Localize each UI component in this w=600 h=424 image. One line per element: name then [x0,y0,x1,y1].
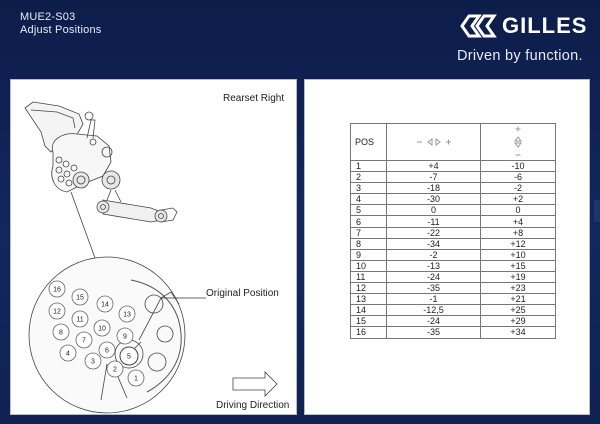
vertical-cell: +29 [481,316,556,327]
svg-text:10: 10 [98,325,106,333]
table-row [351,305,556,316]
horizontal-cell: +4 [387,161,481,172]
position-marker [99,342,115,358]
svg-text:13: 13 [123,311,131,319]
svg-text:12: 12 [53,308,61,316]
horizontal-arrows-icon [416,136,452,148]
rearset-technical-drawing [11,80,296,414]
horizontal-cell: -35 [387,283,481,294]
horizontal-cell: -24 [387,316,481,327]
pos-cell: 7 [351,227,387,238]
position-marker [53,324,69,340]
horizontal-cell: -18 [387,183,481,194]
position-marker [120,347,138,365]
pos-cell: 5 [351,205,387,216]
pos-cell: 14 [351,305,387,316]
vertical-cell: +15 [481,260,556,271]
position-marker [94,320,110,336]
position-marker [107,361,123,377]
original-position-label: Original Position [206,288,279,299]
table-row [351,172,556,183]
table-row [351,249,556,260]
vertical-cell: +12 [481,238,556,249]
vertical-cell: -2 [481,183,556,194]
pos-cell: 12 [351,283,387,294]
svg-text:11: 11 [76,316,84,324]
pos-cell: 13 [351,294,387,305]
brand-name: GILLES [502,13,588,38]
pos-cell: 11 [351,271,387,282]
position-marker [119,306,135,322]
svg-text:6: 6 [105,347,109,355]
drawing-title: Rearset Right [223,93,285,104]
pos-cell: 2 [351,172,387,183]
svg-text:7: 7 [82,337,86,345]
svg-text:8: 8 [59,329,63,337]
horizontal-cell: -30 [387,194,481,205]
horizontal-cell: -34 [387,238,481,249]
svg-text:1: 1 [134,375,138,383]
adjust-positions-table [350,123,556,339]
svg-text:3: 3 [91,358,95,366]
pos-cell: 9 [351,249,387,260]
table-row [351,161,556,172]
pos-cell: 16 [351,327,387,338]
vertical-cell: +19 [481,271,556,282]
table-row [351,327,556,338]
pos-cell: 3 [351,183,387,194]
position-marker [97,296,113,312]
brand-logo [459,13,587,39]
svg-text:2: 2 [113,366,117,374]
document-subtitle: Adjust Positions [20,24,102,36]
horizontal-cell: -22 [387,227,481,238]
positions-table-panel [304,79,590,415]
vertical-cell: +4 [481,216,556,227]
horizontal-cell: -7 [387,172,481,183]
horizontal-column-header [387,124,481,161]
table-row [351,316,556,327]
pos-cell: 10 [351,260,387,271]
pos-cell: 8 [351,238,387,249]
svg-text:9: 9 [123,333,127,341]
table-row [351,283,556,294]
vertical-cell: 0 [481,205,556,216]
horizontal-cell: 0 [387,205,481,216]
vertical-cell: +21 [481,294,556,305]
horizontal-cell: -35 [387,327,481,338]
position-marker [76,332,92,348]
table-row [351,294,556,305]
position-marker [117,328,133,344]
position-marker [49,281,65,297]
vertical-arrows-icon [512,126,524,158]
horizontal-cell: -13 [387,260,481,271]
position-marker [60,345,76,361]
table-row [351,238,556,249]
driving-direction-label: Driving Direction [216,400,290,411]
svg-text:5: 5 [127,353,131,361]
horizontal-cell: -24 [387,271,481,282]
table-header-row [351,124,556,161]
position-marker [49,303,65,319]
pos-cell: 1 [351,161,387,172]
table-row [351,227,556,238]
table-row [351,205,556,216]
horizontal-cell: -2 [387,249,481,260]
pos-cell: 6 [351,216,387,227]
vertical-column-header [481,124,556,161]
gilles-emblem-icon [459,13,497,39]
svg-text:4: 4 [66,350,70,358]
svg-text:14: 14 [101,301,109,309]
vertical-cell: +8 [481,227,556,238]
pos-cell: 15 [351,316,387,327]
table-row [351,216,556,227]
table-row [351,183,556,194]
svg-text:16: 16 [53,286,61,294]
vertical-cell: +2 [481,194,556,205]
vertical-cell: -6 [481,172,556,183]
vertical-cell: +10 [481,249,556,260]
position-marker [85,353,101,369]
table-row [351,194,556,205]
horizontal-cell: -1 [387,294,481,305]
position-marker [72,289,88,305]
table-row [351,260,556,271]
rearset-drawing-panel [10,79,297,415]
vertical-cell: +25 [481,305,556,316]
pos-column-header: POS [351,124,387,161]
brand-slogan: Driven by function. [457,48,583,64]
horizontal-cell: -11 [387,216,481,227]
position-marker [72,311,88,327]
edge-marker [594,200,600,222]
pos-cell: 4 [351,194,387,205]
position-marker [128,370,144,386]
vertical-cell: +23 [481,283,556,294]
vertical-cell: -10 [481,161,556,172]
svg-text:15: 15 [76,294,84,302]
table-row [351,271,556,282]
vertical-cell: +34 [481,327,556,338]
horizontal-cell: -12,5 [387,305,481,316]
document-code: MUE2-S03 [20,11,76,23]
